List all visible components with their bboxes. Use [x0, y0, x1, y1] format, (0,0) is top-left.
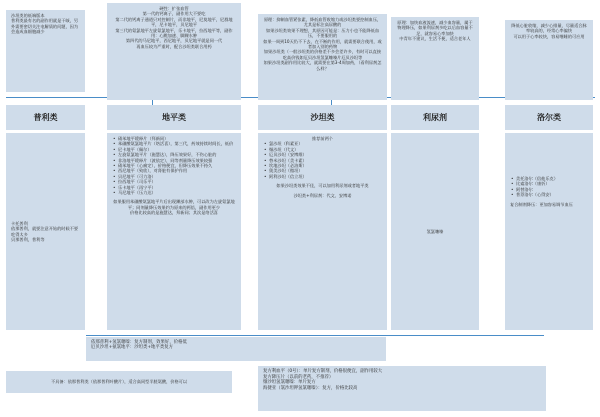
- top-col2-line-1: 第一代的钙离子，副作用大不要吃: [142, 11, 206, 17]
- top-box-betablocker: [505, 20, 593, 100]
- top-col1-line-0: 沙坦类的低端版本: [11, 13, 45, 18]
- luoer-item: • 阿替洛尔: [510, 187, 588, 192]
- band2-left-text: 不具备：依那普利类（依那普利叶酸片），适合高同型半胱氨酸，价格可以: [50, 379, 188, 385]
- diping-item: • 贝尼地平（可力洛）: [112, 174, 236, 179]
- diping-note-0: 如果服用苯磺酸氨氯地平片后出现踝部水肿，可以改为左旋氨氯地平；同剂量降压效果约为原来的两倍，副作用更少: [113, 199, 235, 210]
- top-col2-line-3: 第三代的氨氯地平左旋氨氯地平，乐卡地平，拉西地平等，副作用：心跳加速、脚踝水肿: [115, 27, 233, 39]
- liniaoji-item: 氢氯噻嗪: [426, 228, 444, 234]
- diping-item: • 非洛地平缓释片（波依定），同等剂量降压效果较强: [112, 158, 236, 163]
- shatan-recommend: 推荐前两个: [312, 136, 333, 141]
- header-shatan: 沙坦类: [258, 105, 387, 130]
- shatan-note-0: 如果沙坦类效果不佳，可以加用利尿剂或者地平类: [276, 183, 369, 189]
- band1-line-0: 依那普利+氢氯噻嗪：复方制剂，效果好，价格低: [91, 340, 187, 345]
- top-box-precursor: [6, 10, 85, 92]
- band2-right-line-2: 缬沙坦氢氯噻嗪：单片复方: [263, 380, 316, 386]
- top-col5-line-1: 可以用于心率较快，容易嗜睡的可应用: [513, 33, 585, 39]
- mid-col1-line-0: 卡托普利: [11, 220, 28, 226]
- mid-box-liniaoji: [391, 133, 479, 330]
- shatan-item: • 替米沙坦（美卡素）: [263, 158, 382, 163]
- top-col3-line-5: 如果沙坦类副作用比较大，就需要在第3-4周加药，（看利尿剂怎么样？: [263, 60, 382, 71]
- diping-item: • 硝苯地平（心痛定），价格便宜，但降压效果不持久: [112, 163, 236, 168]
- diping-item: • 马尼地平（压力达）: [112, 190, 236, 195]
- mid-col1-line-1: 依那普利，就要注意开始的时候不要吃得太多: [11, 226, 79, 237]
- shatan-note-1: 沙坦类+利尿剂：代文、安博诺: [293, 192, 352, 198]
- top-box-diuretic: [391, 17, 479, 100]
- top-col2-line-0: 硬性：扩张血管: [159, 6, 189, 11]
- top-col2-line-2: 第二代的钙离子通道只对控制片，而非地平，尼莫地平，尼群地平，尼卡地平，贝尼地平: [115, 16, 233, 28]
- top-box-sartan: [258, 14, 387, 100]
- mid-col1-line-2: 贝那普利，普利等: [11, 236, 45, 242]
- diping-item: • 乐卡地平（再宁平）: [112, 185, 236, 190]
- header-puli: 普利类: [6, 105, 85, 130]
- band-bottom-left: [6, 371, 232, 393]
- top-col3-line-2: 如果沙坦类效果不理想，其原因可能是：压力小也不能降低血压，不要服用的: [265, 27, 380, 39]
- diping-item: • 拉西地平（司乐平）: [112, 179, 236, 184]
- connector-line-band: [86, 335, 544, 336]
- luoer-note: 复合制剂降压：更加容易调节血压: [510, 201, 573, 207]
- mid-box-puli: [6, 133, 85, 330]
- luoer-item: • 比索洛尔（康忻）: [510, 181, 588, 186]
- luoer-item: • 美托洛尔（倍他乐克）: [510, 176, 588, 181]
- top-col4-line-2: 中青年不建议，生活不便，适合老年人: [399, 36, 471, 42]
- mid-box-luoer: [505, 133, 593, 330]
- top-col3-line-0: 原理：抑制血管紧张素，降低血管收缩力或沙坦类要控制血压，尤其是标注高尿酸的: [263, 17, 382, 28]
- mid-box-diping: [107, 133, 241, 330]
- diping-note-1: 价格比较高的是施慧达，拜新同；其次是络活喜: [130, 210, 218, 216]
- header-liniaoji: 利尿剂: [391, 105, 479, 130]
- shatan-item: • 氯沙坦（科素亚）: [263, 141, 382, 146]
- band2-right-line-0: 复方利血平（0号）：单片复方制剂，价格很便宜，副作用较大: [263, 369, 383, 374]
- shatan-item: • 坎地沙坦（必洛斯）: [263, 163, 382, 168]
- shatan-item: • 阿利沙坦（信立坦）: [263, 174, 382, 179]
- shatan-item: • 缬沙坦（代文）: [263, 147, 382, 152]
- top-col5-line-0: 降低心脏收缩，减少心排量，尽量适合脉率较高的，经常心率偏快: [511, 23, 587, 34]
- top-col1-line-2: 普利类最有名的副作用就是干咳，另外需要密切关注电解质的问题，因为会造成血细胞减少: [11, 18, 79, 35]
- diping-item: • 苯磺酸氨氯地平片（络活喜），第三代，药效持续时间长，低价: [112, 141, 236, 146]
- shatan-item: • 厄贝沙坦（安博维）: [263, 152, 382, 157]
- band-bottom-right: [258, 366, 546, 411]
- mid-box-shatan: [258, 133, 387, 330]
- luoer-item: • 普萘洛尔（心得安）: [510, 192, 588, 197]
- diping-item: • 左旋氨氯地平片（施慧达），降压效果好，不伤心脏的: [112, 152, 236, 157]
- band-combination: [86, 337, 386, 361]
- top-col3-line-3: 如果一周到10天仍不下去，在不断的作用，就需要联合使用，或者加入别的药物: [263, 38, 382, 50]
- diping-item: • 尼卡地平（佩尔）: [112, 147, 236, 152]
- band2-right-line-1: 复方降压片（以前的老药，不推荐）: [263, 374, 334, 380]
- header-luoer: 洛尔类: [505, 105, 593, 130]
- diping-item: • 硝苯地平缓释片（拜新同）: [112, 136, 236, 141]
- top-col2-line-4: 第四代的马尼地平，西尼地平，贝尼地平就是同一代: [125, 38, 223, 44]
- shatan-item: • 奥美沙坦（傲坦）: [263, 168, 382, 173]
- top-col4-line-0: 原理：加快血液流速，减少血容量，属于物理降压，如果利尿剂多吃以后血容量不足，就容易心率加快: [397, 20, 473, 36]
- top-col2-line-6: 再血压较为严重时，配合沙坦类联合用药: [136, 43, 212, 49]
- top-col3-line-4: 如果沙坦类（一般沙坦类的价格差不多会差许多，有时可以直接吃高价钱如厄贝沙坦氢氯噻嗪片厄贝沙坦等: [263, 49, 382, 60]
- band2-right-line-3: 海捷亚（氯沙坦钾氢氯噻嗪）：复方，价格比较高: [263, 385, 358, 391]
- header-diping: 地平类: [107, 105, 241, 130]
- top-box-dihydropyridine: [107, 3, 241, 100]
- band1-line-1: 厄贝沙坦+氨氯地平：沙坦类+地平类复方: [91, 345, 173, 351]
- diping-item: • 西尼地平（致欣），对肾脏有保护作用: [112, 168, 236, 173]
